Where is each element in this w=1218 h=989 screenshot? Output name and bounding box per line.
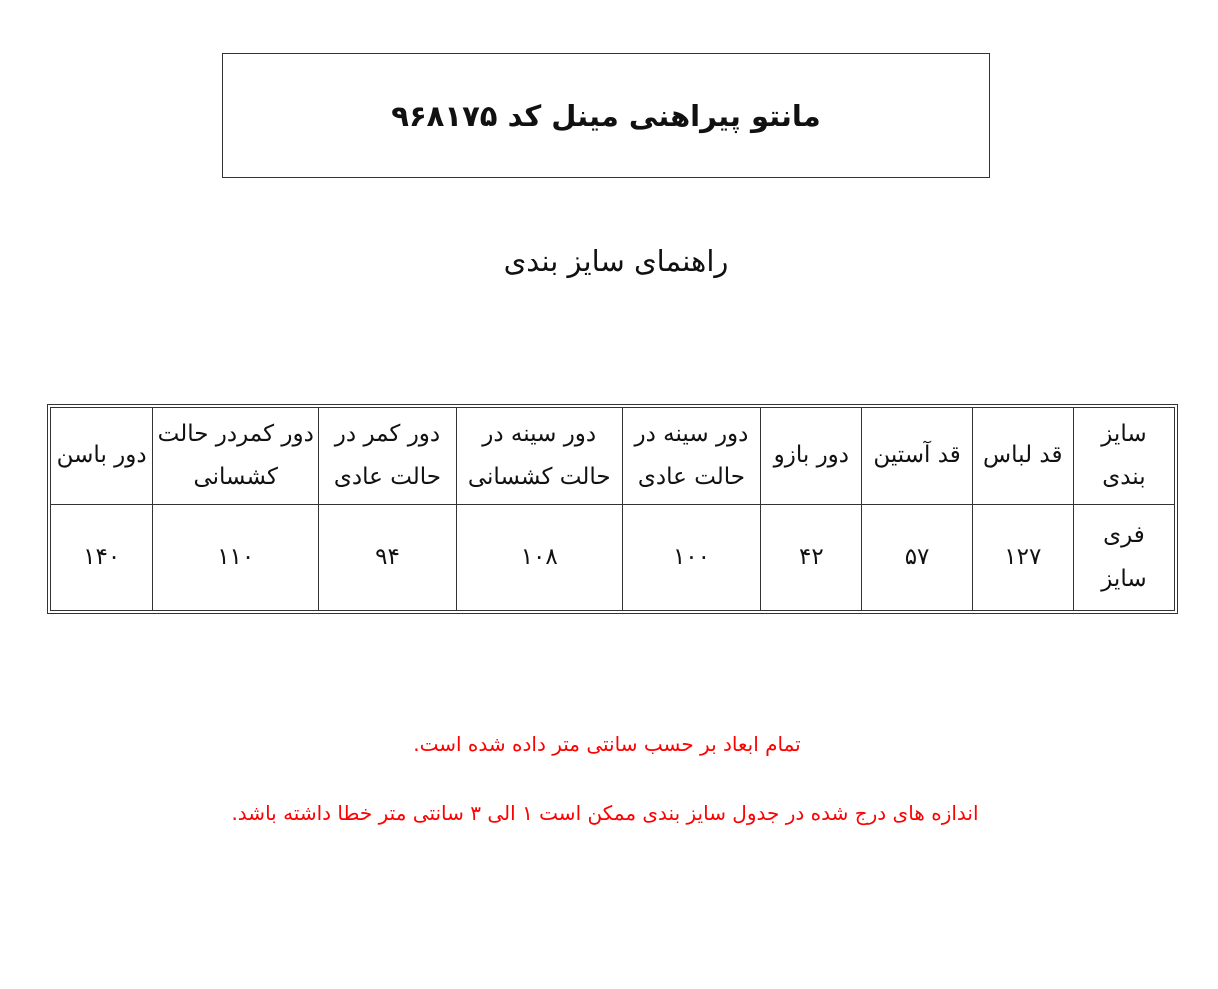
page-subtitle: راهنمای سایز بندی [503, 244, 729, 278]
table-row [51, 505, 1175, 611]
page-title: مانتو پیراهنی مینل کد ۹۶۸۱۷۵ [391, 98, 821, 133]
table-header-row [51, 408, 1175, 505]
cell-hip-circumference: ۱۴۰ [51, 505, 153, 611]
header-size: سایز بندی [1073, 408, 1174, 505]
cell-chest-stretched: ۱۰۸ [456, 505, 622, 611]
title-box [222, 53, 990, 178]
cell-arm-circumference: ۴۲ [761, 505, 862, 611]
cell-sleeve-length: ۵۷ [862, 505, 972, 611]
header-hip-circumference: دور باسن [51, 408, 153, 505]
cell-waist-normal: ۹۴ [319, 505, 457, 611]
header-waist-stretched: دور کمردر حالت کشسانی [153, 408, 319, 505]
size-table-frame [47, 404, 1178, 614]
header-chest-stretched: دور سینه در حالت کشسانی [456, 408, 622, 505]
header-chest-normal: دور سینه در حالت عادی [622, 408, 761, 505]
note-tolerance: اندازه های درج شده در جدول سایز بندی ممکن است ۱ الی ۳ سانتی متر خطا داشته باشد. [231, 801, 979, 825]
size-table [50, 407, 1175, 611]
cell-chest-normal: ۱۰۰ [622, 505, 761, 611]
cell-size: فری سایز [1073, 505, 1174, 611]
header-sleeve-length: قد آستین [862, 408, 972, 505]
header-dress-length: قد لباس [972, 408, 1073, 505]
note-units: تمام ابعاد بر حسب سانتی متر داده شده است. [413, 732, 801, 756]
header-waist-normal: دور کمر در حالت عادی [319, 408, 457, 505]
header-arm-circumference: دور بازو [761, 408, 862, 505]
cell-dress-length: ۱۲۷ [972, 505, 1073, 611]
cell-waist-stretched: ۱۱۰ [153, 505, 319, 611]
